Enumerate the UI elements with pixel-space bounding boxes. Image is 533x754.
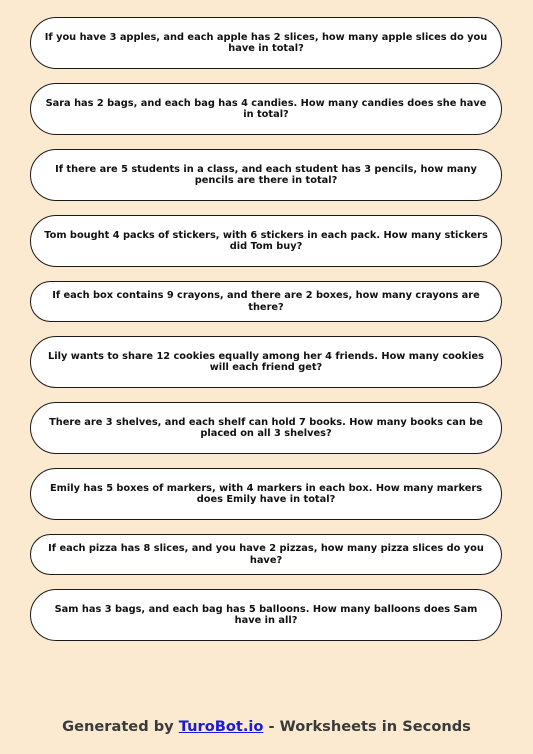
turobot-link[interactable]: TuroBot.io xyxy=(178,718,264,735)
question-text: If each pizza has 8 slices, and you have 2 pizzas, how many pizza slices do you have? xyxy=(48,543,484,566)
question-card-9 xyxy=(30,534,502,575)
question-card-2 xyxy=(30,83,502,135)
question-card-3 xyxy=(30,149,502,201)
question-card-8 xyxy=(30,468,502,520)
question-text: Lily wants to share 12 cookies equally among her 4 friends. How many cookies will each friend get? xyxy=(48,350,484,373)
question-text: Emily has 5 boxes of markers, with 4 markers in each box. How many markers does Emily have in total? xyxy=(49,482,483,505)
question-text: Tom bought 4 packs of stickers, with 6 stickers in each pack. How many stickers did Tom buy? xyxy=(44,229,488,252)
question-card-1 xyxy=(30,17,502,69)
question-card-7 xyxy=(30,402,502,454)
footer xyxy=(0,718,533,735)
footer-prefix: Generated by xyxy=(62,718,179,735)
question-card-5 xyxy=(30,281,502,322)
question-text: If each box contains 9 crayons, and there are 2 boxes, how many crayons are there? xyxy=(52,290,480,313)
question-text: If you have 3 apples, and each apple has 2 slices, how many apple slices do you have in total? xyxy=(44,31,488,54)
question-list xyxy=(30,17,502,655)
question-text: If there are 5 students in a class, and each student has 3 pencils, how many pencils are there in total? xyxy=(55,163,477,186)
question-card-6 xyxy=(30,336,502,388)
question-text: There are 3 shelves, and each shelf can hold 7 books. How many books can be placed on all 3 shelves? xyxy=(49,416,483,439)
footer-suffix: - Worksheets in Seconds xyxy=(263,718,471,735)
question-card-10 xyxy=(30,589,502,641)
question-text: Sam has 3 bags, and each bag has 5 balloons. How many balloons does Sam have in all? xyxy=(54,603,478,626)
question-card-4 xyxy=(30,215,502,267)
question-text: Sara has 2 bags, and each bag has 4 candies. How many candies does she have in total? xyxy=(45,97,487,120)
